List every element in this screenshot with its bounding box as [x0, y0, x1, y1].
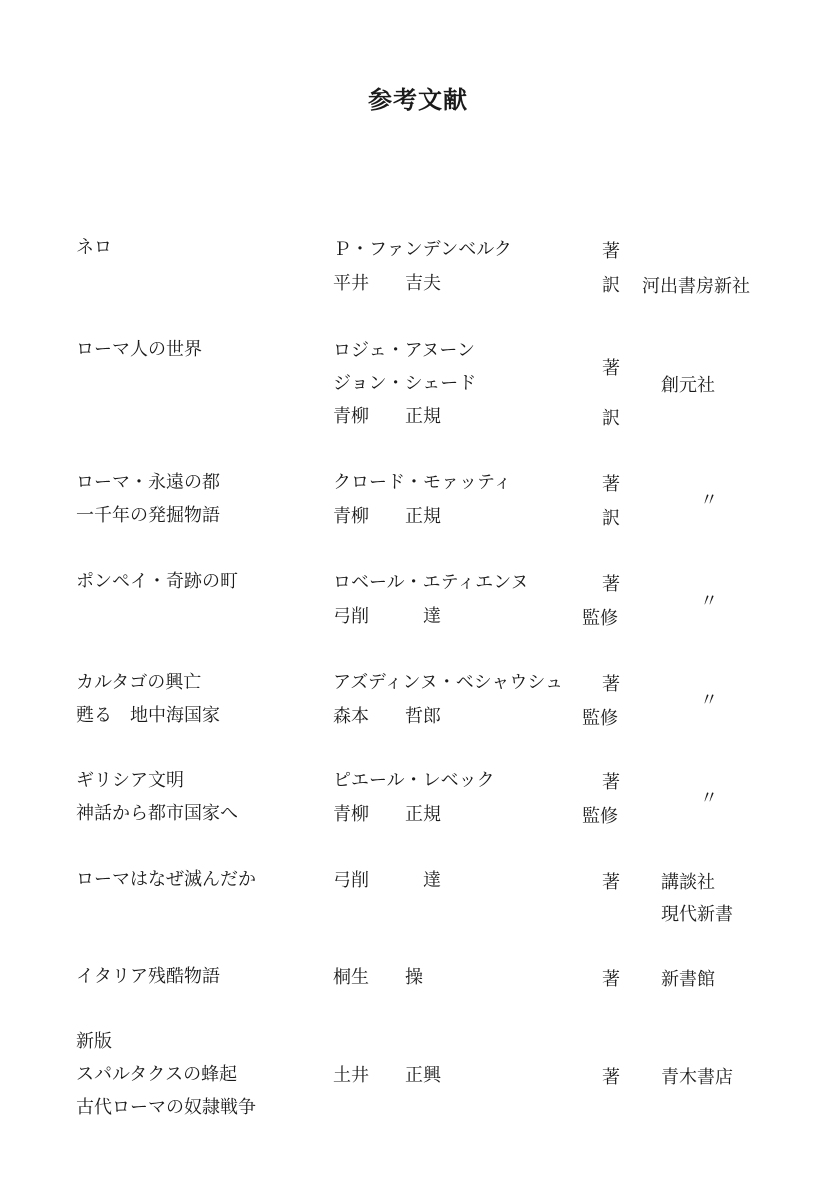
author-role: 著 — [602, 474, 620, 495]
translator-role: 訳 — [602, 408, 620, 429]
publisher: 講談社 — [661, 872, 715, 893]
author-name: ロベール・エティエンヌ — [333, 572, 529, 593]
author-role: 著 — [602, 574, 620, 595]
author-name: 弓削 達 — [333, 870, 441, 891]
author-name: Ｐ・ファンデンベルク — [333, 239, 512, 260]
publisher: 〃 — [700, 591, 718, 612]
translator-name: 青柳 正規 — [333, 406, 441, 427]
author-role: 著 — [602, 872, 620, 893]
translator-name: 平井 吉夫 — [333, 273, 441, 294]
publisher: 〃 — [700, 490, 718, 511]
book-title: ネロ — [76, 237, 112, 258]
book-title: ギリシア文明 — [76, 770, 184, 791]
supervisor-role: 監修 — [582, 806, 618, 827]
author-name: ロジェ・アヌーン — [333, 340, 476, 361]
book-title: イタリア残酷物語 — [76, 966, 220, 987]
publisher: 創元社 — [661, 375, 715, 396]
author-role: 著 — [602, 772, 620, 793]
author-name: アズディンヌ・ベシャウシュ — [333, 672, 564, 693]
author-role: 著 — [602, 358, 620, 379]
supervisor-name: 弓削 達 — [333, 606, 441, 627]
book-title: ローマはなぜ滅んだか — [76, 869, 256, 890]
author-name: 土井 正興 — [333, 1065, 441, 1086]
author-role: 著 — [602, 969, 620, 990]
publisher: 新書館 — [661, 969, 715, 990]
translator-role: 訳 — [602, 508, 620, 529]
author-role: 著 — [602, 674, 620, 695]
translator-role: 訳 — [602, 275, 620, 296]
supervisor-name: 青柳 正規 — [333, 804, 441, 825]
book-subtitle: 甦る 地中海国家 — [76, 705, 220, 726]
page-title: 参考文献 — [368, 85, 468, 114]
translator-name: 青柳 正規 — [333, 506, 441, 527]
book-title: ポンペイ・奇跡の町 — [76, 571, 238, 592]
book-title: カルタゴの興亡 — [76, 672, 202, 693]
book-title: スパルタクスの蜂起 — [76, 1064, 238, 1085]
publisher: 〃 — [700, 788, 718, 809]
author-role: 著 — [602, 241, 620, 262]
book-subtitle: 古代ローマの奴隷戦争 — [76, 1097, 256, 1118]
book-subtitle: 一千年の発掘物語 — [76, 505, 220, 526]
author-name: クロード・モァッティ — [333, 472, 512, 493]
publisher: 青木書店 — [661, 1067, 733, 1088]
publisher: 河出書房新社 — [642, 276, 750, 297]
book-title: ローマ・永遠の都 — [76, 472, 220, 493]
author-name: 桐生 操 — [333, 967, 423, 988]
author-name: ジョン・シェード — [333, 373, 477, 394]
publisher: 〃 — [700, 690, 718, 711]
book-subtitle: 神話から都市国家へ — [76, 803, 238, 824]
publisher-series: 現代新書 — [661, 904, 733, 925]
supervisor-role: 監修 — [582, 608, 618, 629]
author-name: ピエール・レベック — [333, 770, 495, 791]
author-role: 著 — [602, 1067, 620, 1088]
supervisor-role: 監修 — [582, 708, 618, 729]
book-title: ローマ人の世界 — [76, 339, 202, 360]
supervisor-name: 森本 哲郎 — [333, 706, 441, 727]
edition-label: 新版 — [76, 1031, 112, 1052]
